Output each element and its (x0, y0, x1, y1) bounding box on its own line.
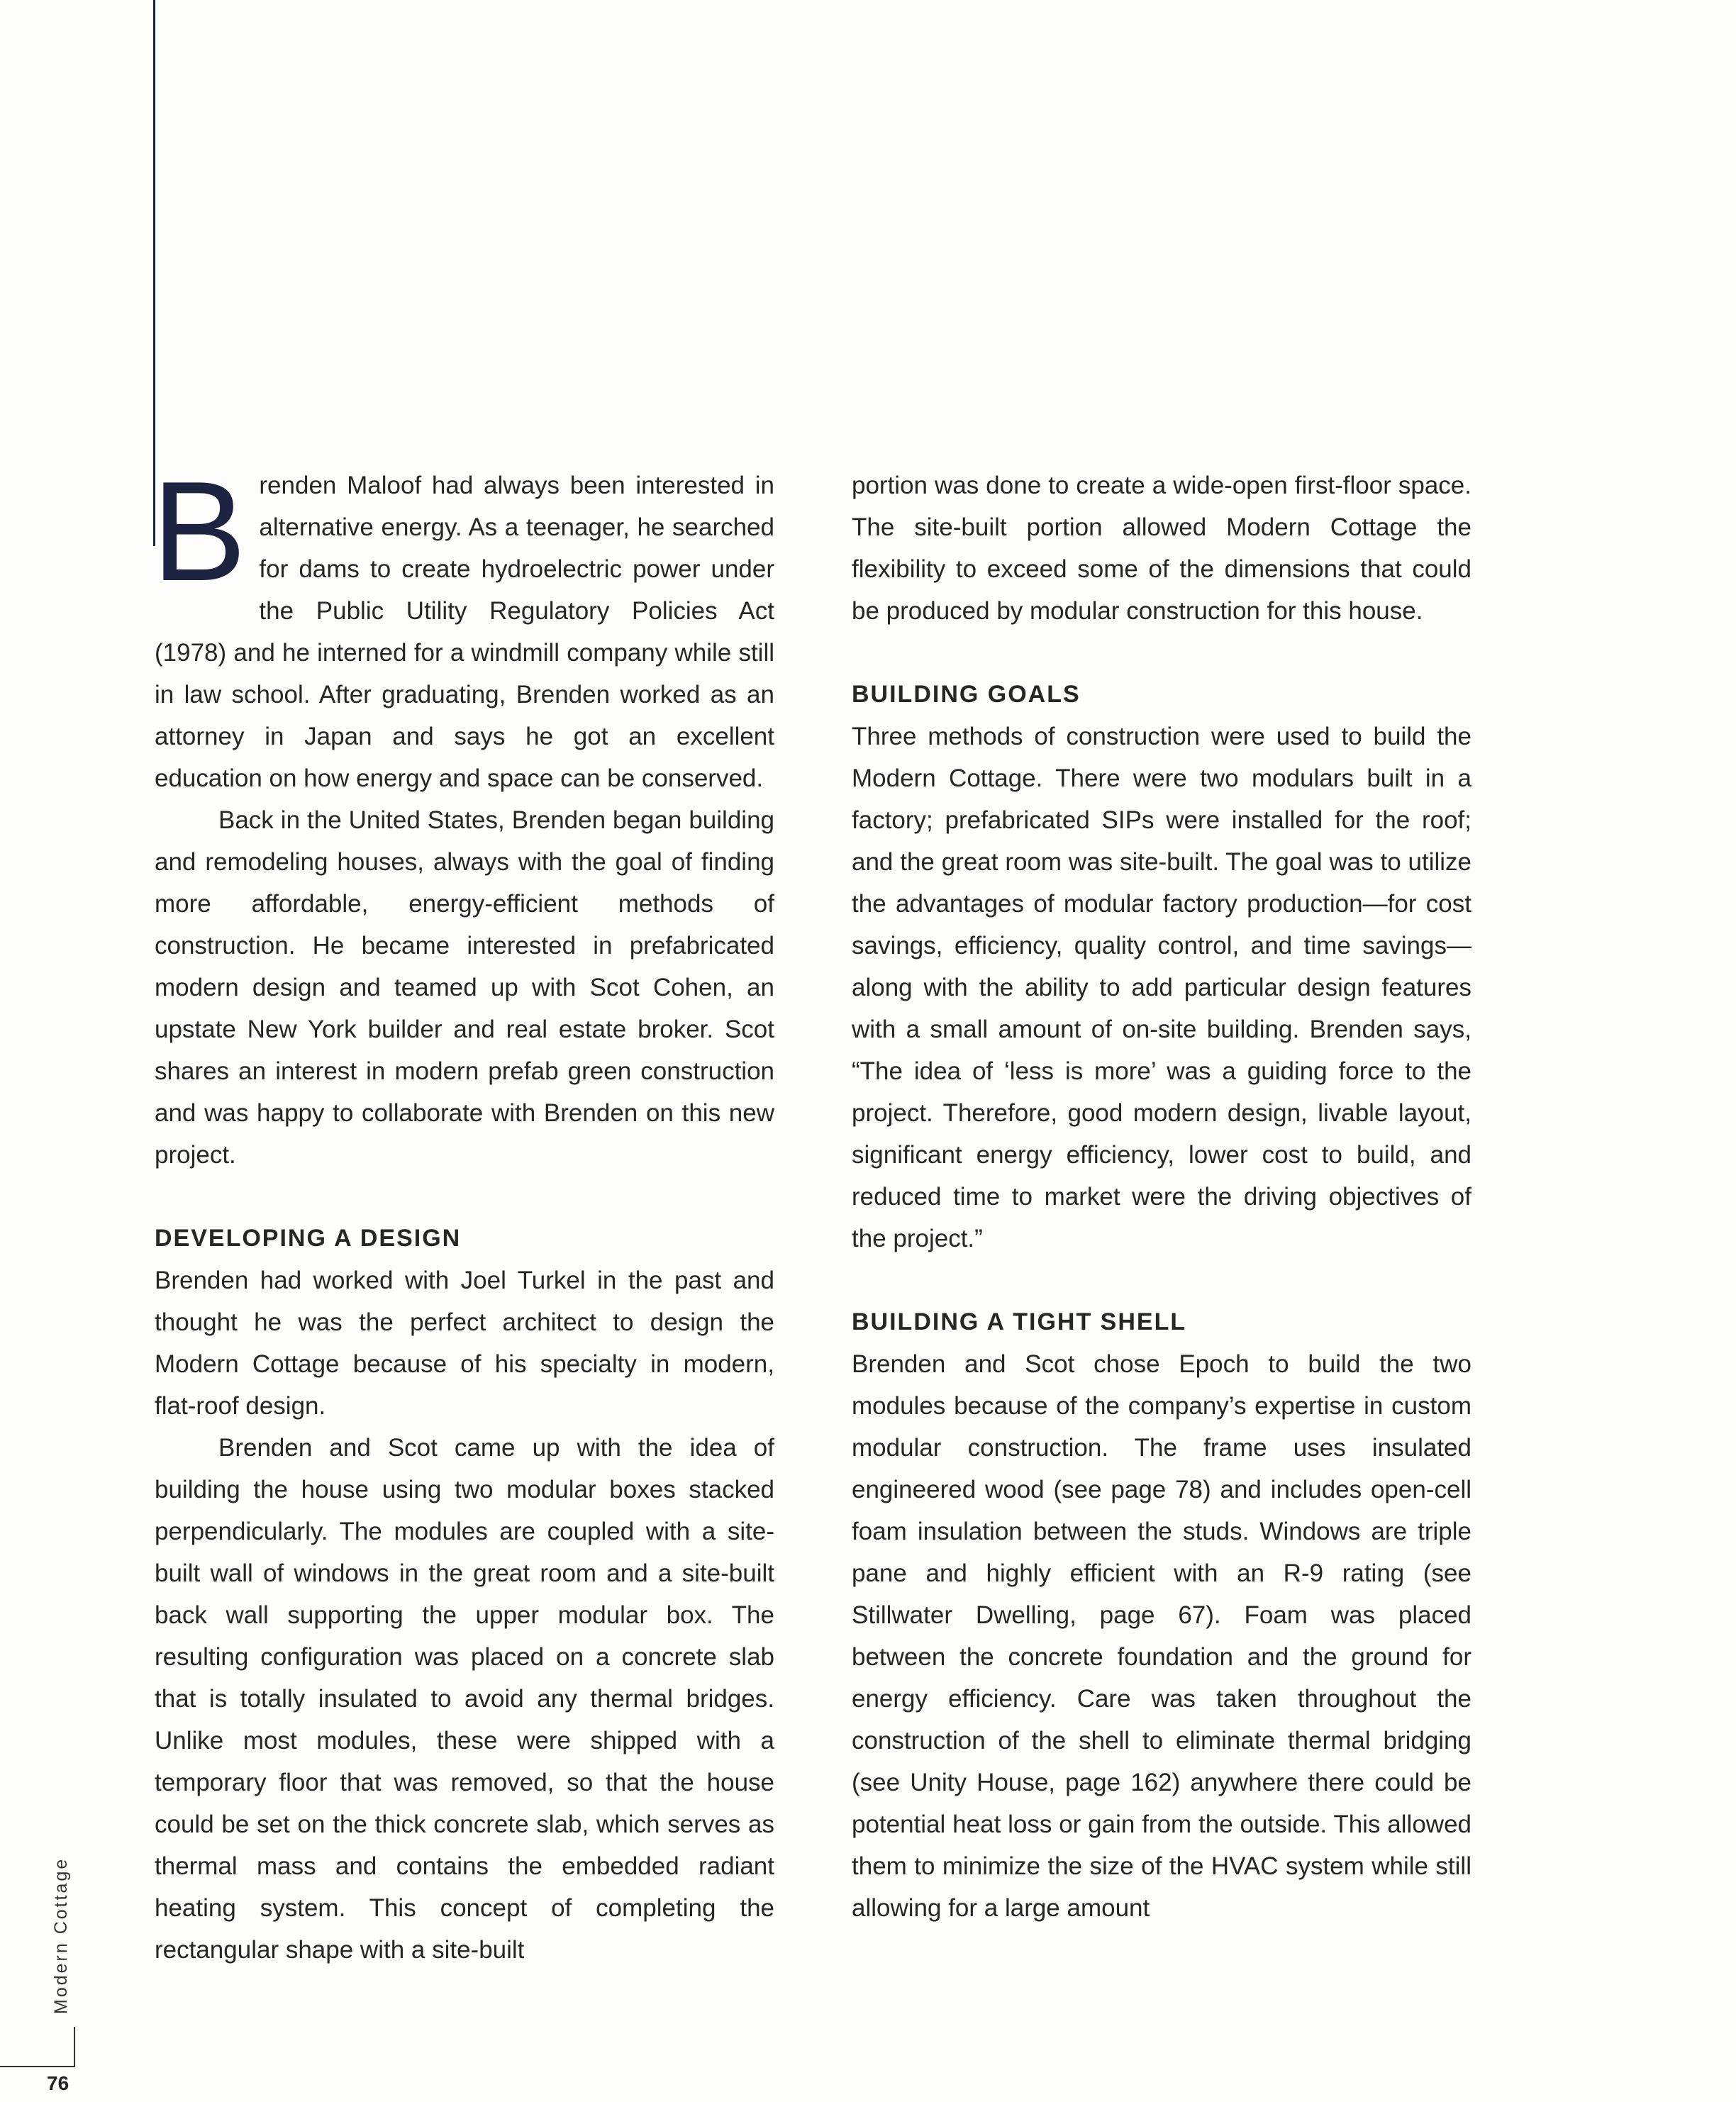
footer-rule-vertical (74, 2027, 75, 2067)
footer-rule (0, 2066, 75, 2067)
section-heading-developing: DEVELOPING A DESIGN (155, 1225, 462, 1252)
page-number: 76 (47, 2072, 69, 2094)
right-column (852, 465, 1471, 1929)
shell-paragraph: Brenden and Scot chose Epoch to build the two modules because of the company’s expertise in custom modular construction. The frame uses insulated engineered wood (see page 78) and includes open-cell foam insulation between the studs. Windows are triple pane and highly efficient with an R-9 rating (see Stillwater Dwelling, page 67). Foam was placed between the concrete foundation and the ground for energy efficiency. Care was taken throughout the construction of the shell to eliminate thermal bridging (see Unity House, page 162) anywhere there could be potential heat loss or gain from the outside. This allowed them to minimize the size of the HVAC system while still allowing for a large amount (852, 1350, 1471, 1922)
drop-cap: B (152, 452, 247, 611)
section-heading-shell: BUILDING A TIGHT SHELL (852, 1308, 1187, 1335)
background-paragraph: Back in the United States, Brenden began building and remodeling houses, always with the goal of finding more affordable, energy-efficient methods of construction. He became interested in prefabricated modern design and teamed up with Scot Cohen, an upstate New York builder and real estate broker. Scot shares an interest in modern prefab green construction and was happy to collaborate with Brenden on this new project. (155, 806, 774, 1169)
developing-paragraph-1: Brenden had worked with Joel Turkel in the past and thought he was the perfect architect to design the Modern Cottage because of his specialty in modern, flat-roof design. (155, 1267, 774, 1420)
section-heading-goals: BUILDING GOALS (852, 681, 1081, 708)
intro-paragraph (152, 452, 774, 799)
goals-paragraph: Three methods of construction were used to build the Modern Cottage. There were two modulars built in a factory; prefabricated SIPs were installed for the roof; and the great room was site-built. The goal was to utilize the advantages of modular factory production—for cost savings, efficiency, quality control, and time savings—along with the ability to add particular design features with a small amount of on-site building. Brenden says, “The idea of ‘less is more’ was a guiding force to the project. Therefore, good modern design, livable layout, significant energy efficiency, lower cost to build, and reduced time to market were the driving objectives of the project.” (852, 723, 1471, 1252)
left-column (152, 452, 774, 1971)
intro-text: renden Maloof had always been interested in alternative energy. As a teenager, he searched for dams to create hydroelectric power under the Public Utility Regulatory Policies Act (1978) and he interned for a windmill company while still in law school. After graduating, Brenden worked as an attorney in Japan and says he got an excellent education on how energy and space can be conserved. (155, 472, 774, 792)
developing-paragraph-2: Brenden and Scot came up with the idea of building the house using two modular boxes stacked perpendicularly. The modules are coupled with a site-built wall of windows in the great room and a site-built back wall supporting the upper modular box. The resulting configuration was placed on a concrete slab that is totally insulated to avoid any thermal bridges. Unlike most modules, these were shipped with a temporary floor that was removed, so that the house could be set on the thick concrete slab, which serves as thermal mass and contains the embedded radiant heating system. This concept of completing the rectangular shape with a site-built (155, 1434, 774, 1964)
running-section-label: Modern Cottage (51, 1857, 71, 2014)
continued-paragraph: portion was done to create a wide-open first-floor space. The site-built portion allowed Modern Cottage the flexibility to exceed some of the dimensions that could be produced by modular construction for this house. (852, 472, 1471, 625)
